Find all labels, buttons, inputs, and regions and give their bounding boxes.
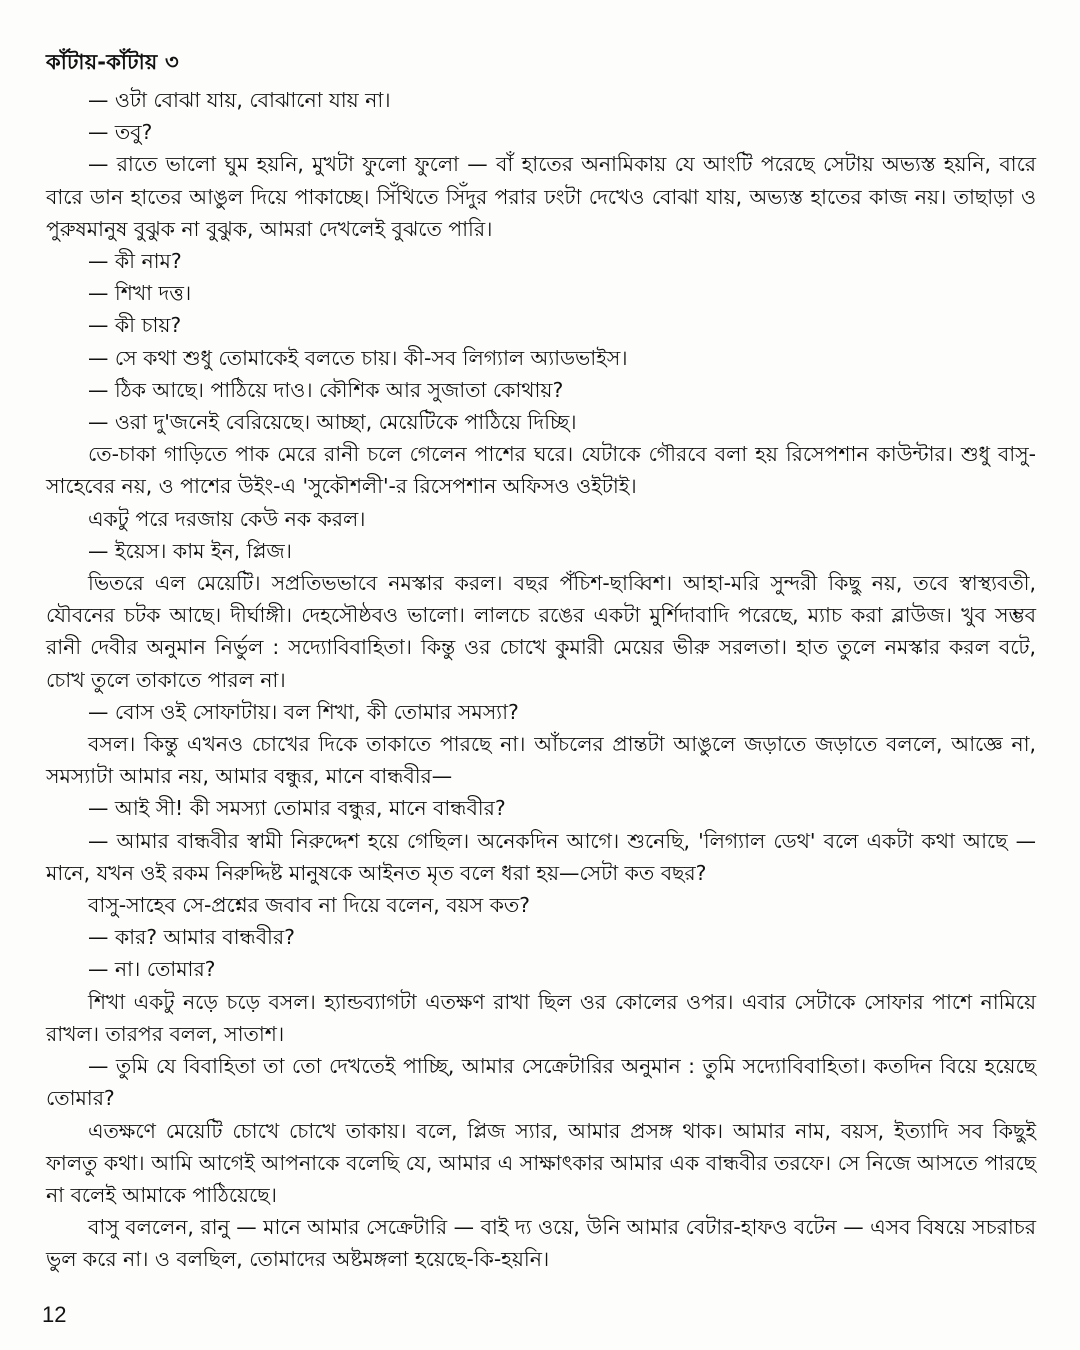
paragraph: — আমার বান্ধবীর স্বামী নিরুদ্দেশ হয়ে গেছিল। অনেকদিন আগে। শুনেছি, 'লিগ্যাল ডেথ' বলে একটা কথা আছে — মানে, যখন ওই রকম নিরুদ্দিষ্ট মানুষকে আইনত মৃত বলে ধরা হয়—সেটা কত বছর? [46, 828, 1036, 885]
paragraph: — তবু? [88, 120, 153, 145]
body-text [46, 84, 1036, 1276]
paragraph: — বোস ওই সোফাটায়। বল শিখা, কী তোমার সমস্যা? [88, 699, 519, 724]
paragraph: বাসু বললেন, রানু — মানে আমার সেক্রেটারি — বাই দ্য ওয়ে, উনি আমার বেটার-হাফও বটেন — এসব বিষয়ে সচরাচর ভুল করে না। ও বলছিল, তোমাদের অষ্টমঙ্গলা হয়েছে-কি-হয়নি। [46, 1215, 1036, 1272]
paragraph: — কার? আমার বান্ধবীর? [88, 925, 295, 950]
paragraph: — শিখা দত্ত। [88, 281, 192, 306]
paragraph: বাসু-সাহেব সে-প্রশ্নের জবাব না দিয়ে বলেন, বয়স কত? [88, 893, 530, 918]
paragraph: বসল। কিন্তু এখনও চোখের দিকে তাকাতে পারছে না। আঁচলের প্রান্তটা আঙুলে জড়াতে জড়াতে বললে, আজ্ঞে না, সমস্যাটা আমার নয়, আমার বন্ধুর, মানে বান্ধবীর— [46, 732, 1036, 789]
paragraph: — সে কথা শুধু তোমাকেই বলতে চায়। কী-সব লিগ্যাল অ্যাডভাইস। [88, 345, 628, 370]
paragraph: — ঠিক আছে। পাঠিয়ে দাও। কৌশিক আর সুজাতা কোথায়? [88, 377, 564, 402]
paragraph: — আই সী! কী সমস্যা তোমার বন্ধুর, মানে বান্ধবীর? [88, 796, 506, 821]
paragraph: — ইয়েস। কাম ইন, প্লিজ। [88, 538, 292, 563]
paragraph: একটু পরে দরজায় কেউ নক করল। [88, 506, 366, 531]
page-number: 12 [42, 1302, 67, 1327]
paragraph: তে-চাকা গাড়িতে পাক মেরে রানী চলে গেলেন পাশের ঘরে। যেটাকে গৌরবে বলা হয় রিসেপশান কাউন্টার। শুধু বাসু-সাহেবের নয়, ও পাশের উইং-এ 'সুকৌশলী'-র রিসেপশান অফিসও ওইটাই। [46, 442, 1036, 499]
paragraph: এতক্ষণে মেয়েটি চোখে চোখে তাকায়। বলে, প্লিজ স্যার, আমার প্রসঙ্গ থাক। আমার নাম, বয়স, ইত্যাদি সব কিছুই ফালতু কথা। আমি আগেই আপনাকে বলেছি যে, আমার এ সাক্ষাৎকার আমার এক বান্ধবীর তরফে। সে নিজে আসতে পারছে না বলেই আমাকে পাঠিয়েছে। [46, 1118, 1036, 1207]
paragraph: — তুমি যে বিবাহিতা তা তো দেখতেই পাচ্ছি, আমার সেক্রেটারির অনুমান : তুমি সদ্যোবিবাহিতা। কতদিন বিয়ে হয়েছে তোমার? [46, 1054, 1036, 1111]
paragraph: — না। তোমার? [88, 957, 216, 982]
paragraph: — ওরা দু'জনেই বেরিয়েছে। আচ্ছা, মেয়েটিকে পাঠিয়ে দিচ্ছি। [88, 410, 577, 435]
paragraph: — কী নাম? [88, 249, 182, 274]
running-head: কাঁটায়-কাঁটায় ৩ [46, 50, 179, 74]
paragraph: শিখা একটু নড়ে চড়ে বসল। হ্যান্ডব্যাগটা এতক্ষণ রাখা ছিল ওর কোলের ওপর। এবার সেটাকে সোফার পাশে নামিয়ে রাখল। তারপর বলল, সাতাশ। [46, 989, 1036, 1046]
paragraph: ভিতরে এল মেয়েটি। সপ্রতিভভাবে নমস্কার করল। বছর পঁচিশ-ছাব্বিশ। আহা-মরি সুন্দরী কিছু নয়, তবে স্বাস্থ্যবতী, যৌবনের চটক আছে। দীর্ঘাঙ্গী। দেহসৌষ্ঠবও ভালো। লালচে রঙের একটা মুর্শিদাবাদি পরেছে, ম্যাচ করা ব্লাউজ। খুব সম্ভব রানী দেবীর অনুমান নির্ভুল : সদ্যোবিবাহিতা। কিন্তু ওর চোখে কুমারী মেয়ের ভীরু সরলতা। হাত তুলে নমস্কার করল বটে, চোখ তুলে তাকাতে পারল না। [46, 571, 1036, 692]
paragraph: — রাতে ভালো ঘুম হয়নি, মুখটা ফুলো ফুলো — বাঁ হাতের অনামিকায় যে আংটি পরেছে সেটায় অভ্যস্ত হয়নি, বারে বারে ডান হাতের আঙুল দিয়ে পাকাচ্ছে। সিঁথিতে সিঁদুর পরার ঢংটা দেখেও বোঝা যায়, অভ্যস্ত হাতের কাজ নয়। তাছাড়া ও পুরুষমানুষ বুঝুক না বুঝুক, আমরা দেখলেই বুঝতে পারি। [46, 152, 1036, 241]
paragraph: — ওটা বোঝা যায়, বোঝানো যায় না। [88, 88, 391, 112]
paragraph: — কী চায়? [88, 313, 182, 338]
